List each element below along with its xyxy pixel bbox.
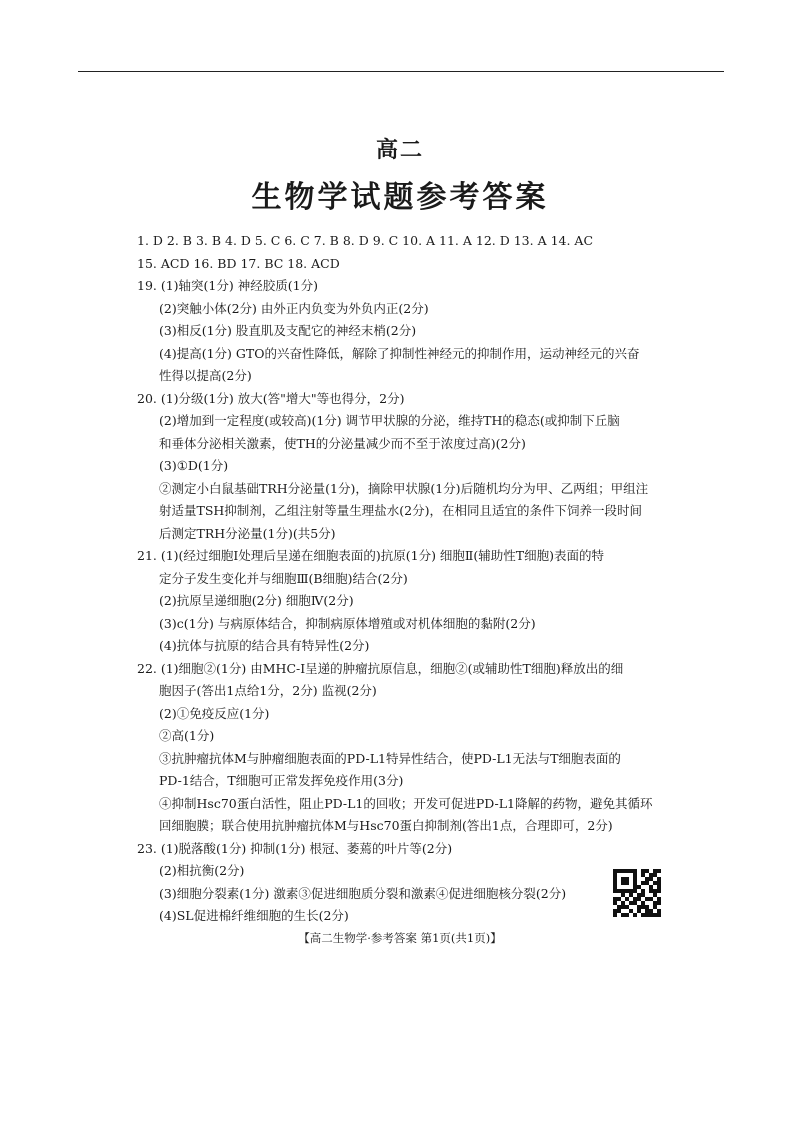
q21-line: 定分子发生变化并与细胞Ⅲ(B细胞)结合(2分) bbox=[159, 570, 408, 586]
q22-line: (2)①免疫反应(1分) bbox=[159, 705, 270, 721]
q19-line: 19. (1)轴突(1分) 神经胶质(1分) bbox=[137, 278, 318, 293]
q20-line: ②测定小白鼠基础TRH分泌量(1分)，摘除甲状腺(1分)后随机均分为甲、乙两组；甲组注 bbox=[159, 480, 649, 496]
q22-line: PD-1结合，T细胞可正常发挥免疫作用(3分) bbox=[159, 773, 404, 788]
q20-line: 射适量TSH抑制剂，乙组注射等量生理盐水(2分)，在相同且适宜的条件下饲养一段时间 bbox=[159, 503, 643, 518]
q22-line: 回细胞膜；联合使用抗肿瘤抗体M与Hsc70蛋白抑制剂(答出1点，合理即可，2分) bbox=[159, 818, 613, 833]
qr-code-icon bbox=[613, 869, 661, 917]
q22-line: 22. (1)细胞②(1分) 由MHC-Ⅰ呈递的肿瘤抗原信息，细胞②(或辅助性T细胞)释放出的细 bbox=[137, 660, 624, 676]
q20-line: (2)增加到一定程度(或较高)(1分) 调节甲状腺的分泌，维持TH的稳态(或抑制下丘脑 bbox=[159, 413, 620, 428]
q22-line: 胞因子(答出1点给1分，2分) 监视(2分) bbox=[159, 683, 377, 698]
header-rule bbox=[78, 71, 724, 72]
q21-line: (4)抗体与抗原的结合具有特异性(2分) bbox=[159, 638, 370, 653]
page-footer: 【高二生物学·参考答案 第1页(共1页)】 bbox=[298, 931, 502, 945]
q19-line: (2)突触小体(2分) 由外正内负变为外负内正(2分) bbox=[159, 300, 429, 316]
q20-line: 和垂体分泌相关激素，使TH的分泌量减少而不至于浓度过高)(2分) bbox=[159, 435, 526, 451]
q21-line: (2)抗原呈递细胞(2分) 细胞Ⅳ(2分) bbox=[159, 593, 354, 608]
answer-key bbox=[137, 230, 667, 928]
q22-line: ④抑制Hsc70蛋白活性，阻止PD-L1的回收；开发可促进PD-L1降解的药物，避免其循环 bbox=[159, 795, 653, 811]
mc-answers-line-2: 15. ACD 16. BD 17. BC 18. ACD bbox=[137, 255, 340, 271]
mc-answers-line-1: 1. D 2. B 3. B 4. D 5. C 6. C 7. B 8. D 9. C 10. A 11. A 12. D 13. A 14. AC bbox=[137, 233, 594, 248]
q23-line: (2)相抗衡(2分) bbox=[159, 863, 245, 878]
grade-label: 高二 bbox=[375, 137, 424, 163]
q19-line: (4)提高(1分) GTO的兴奋性降低，解除了抑制性神经元的抑制作用，运动神经元的兴奋 bbox=[159, 345, 640, 361]
q20-line: 后测定TRH分泌量(1分)(共5分) bbox=[159, 525, 336, 541]
q23-line: (3)细胞分裂素(1分) 激素③促进细胞质分裂和激素④促进细胞核分裂(2分) bbox=[159, 885, 567, 901]
page-title: 生物学试题参考答案 bbox=[251, 180, 549, 215]
q19-line: (3)相反(1分) 股直肌及支配它的神经末梢(2分) bbox=[159, 323, 417, 338]
q23-line: (4)SL促进棉纤维细胞的生长(2分) bbox=[159, 908, 349, 923]
q23-line: 23. (1)脱落酸(1分) 抑制(1分) 根冠、萎蔫的叶片等(2分) bbox=[137, 840, 453, 856]
q21-line: (3)c(1分) 与病原体结合，抑制病原体增殖或对机体细胞的黏附(2分) bbox=[159, 615, 536, 631]
q22-line: ②高(1分) bbox=[159, 728, 215, 743]
q21-line: 21. (1)(经过细胞Ⅰ处理后呈递在细胞表面的)抗原(1分) 细胞Ⅱ(辅助性T细胞)表面的特 bbox=[137, 548, 605, 563]
q22-line: ③抗肿瘤抗体M与肿瘤细胞表面的PD-L1特异性结合，使PD-L1无法与T细胞表面的 bbox=[159, 750, 621, 766]
q20-line: 20. (1)分级(1分) 放大(答"增大"等也得分，2分) bbox=[137, 390, 405, 406]
q19-line: 性得以提高(2分) bbox=[159, 368, 252, 383]
q20-line: (3)①D(1分) bbox=[159, 458, 229, 473]
